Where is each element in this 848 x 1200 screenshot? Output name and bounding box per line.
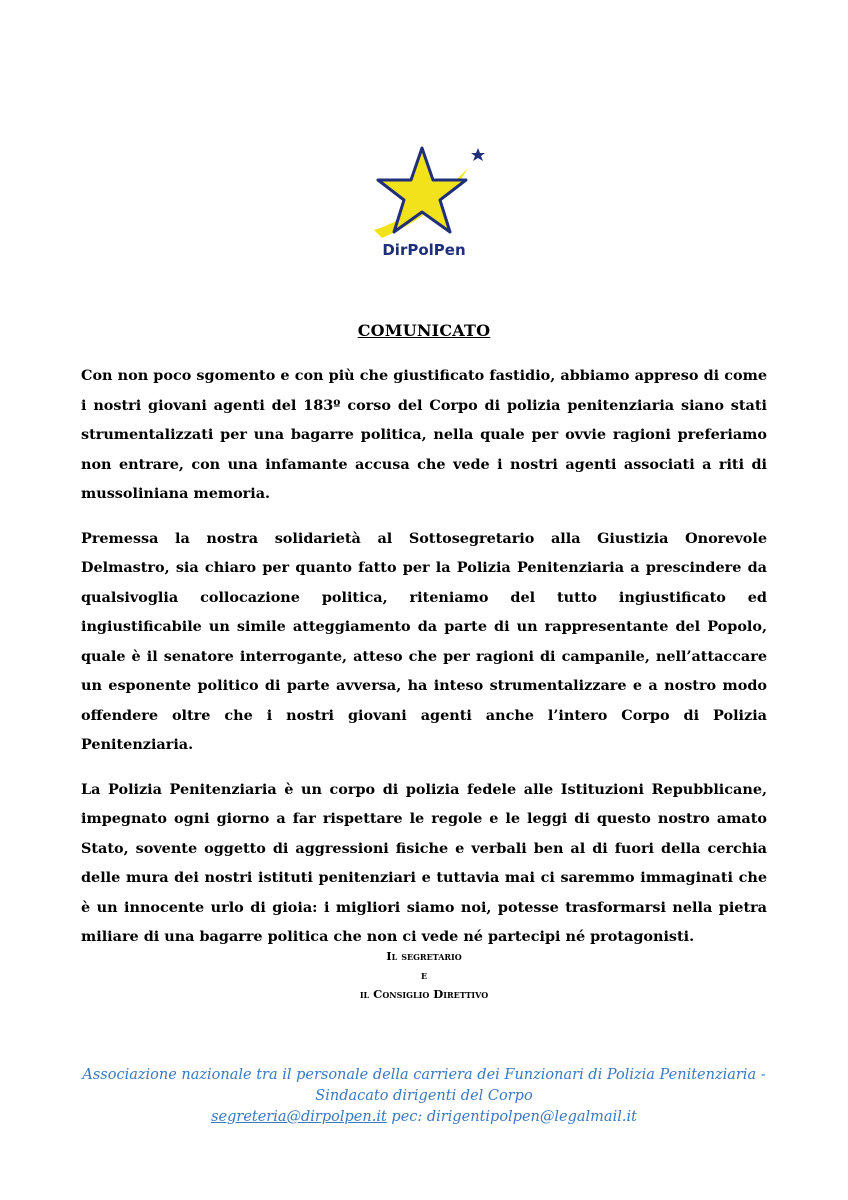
signature-line-1: Il segretario [386,949,462,963]
footer-line-1: Associazione nazionale tra il personale della carriera dei Funzionari di Polizia Penitenziaria - [82,1067,766,1083]
signature-line-3: il Consiglio Direttivo [359,987,489,1001]
signature-block [0,947,848,1004]
footer [0,1065,848,1128]
svg-text:DirPolPen: DirPolPen [382,241,466,259]
paragraph-1: Con non poco sgomento e con più che giustificato fastidio, abbiamo appreso di come i nostri giovani agenti del 183º corso del Corpo di polizia penitenziaria siano stati strumentalizzati per una bagarre politica, nella quale per ovvie ragioni preferiamo non entrare, con una infamante accusa che vede i nostri agenti associati a riti di mussoliniana memoria. [81,367,767,502]
footer-contacts [0,1107,848,1128]
pec-label: pec: [386,1109,427,1125]
signature-line-2: e [420,968,428,982]
star-logo-icon [360,138,488,264]
document-body [81,361,767,967]
dirpolpen-logo [360,138,488,264]
paragraph-3: La Polizia Penitenziaria è un corpo di polizia fedele alle Istituzioni Repubblicane, impegnato ogni giorno a far rispettare le regole e le leggi di questo nostro amato Stato, sovente oggetto di aggressioni fisiche e verbali ben al di fuori della cerchia delle mura dei nostri istituti penitenziari e tuttavia mai ci saremmo immaginati che è un innocente urlo di gioia: i migliori siamo noi, potesse trasformarsi nella pietra miliare di una bagarre politica che non ci vede né partecipi né protagonisti. [81,780,767,945]
page-title: COMUNICATO [357,321,491,340]
email-link[interactable]: segreteria@dirpolpen.it [211,1109,387,1125]
footer-line-2: Sindacato dirigenti del Corpo [315,1088,533,1104]
pec-address: dirigentipolpen@legalmail.it [426,1109,637,1125]
paragraph-2: Premessa la nostra solidarietà al Sottosegretario alla Giustizia Onorevole Delmastro, sia chiaro per quanto fatto per la Polizia Penitenziaria a prescindere da qualsivoglia collocazione politica, riteniamo del tutto ingiustificato ed ingiustificabile un simile atteggiamento da parte di un rappresentante del Popolo, quale è il senatore interrogante, atteso che per ragioni di campanile, nell’attaccare un esponente politico di parte avversa, ha inteso strumentalizzare e a nostro modo offendere oltre che i nostri giovani agenti anche l’intero Corpo di Polizia Penitenziaria. [81,529,767,753]
